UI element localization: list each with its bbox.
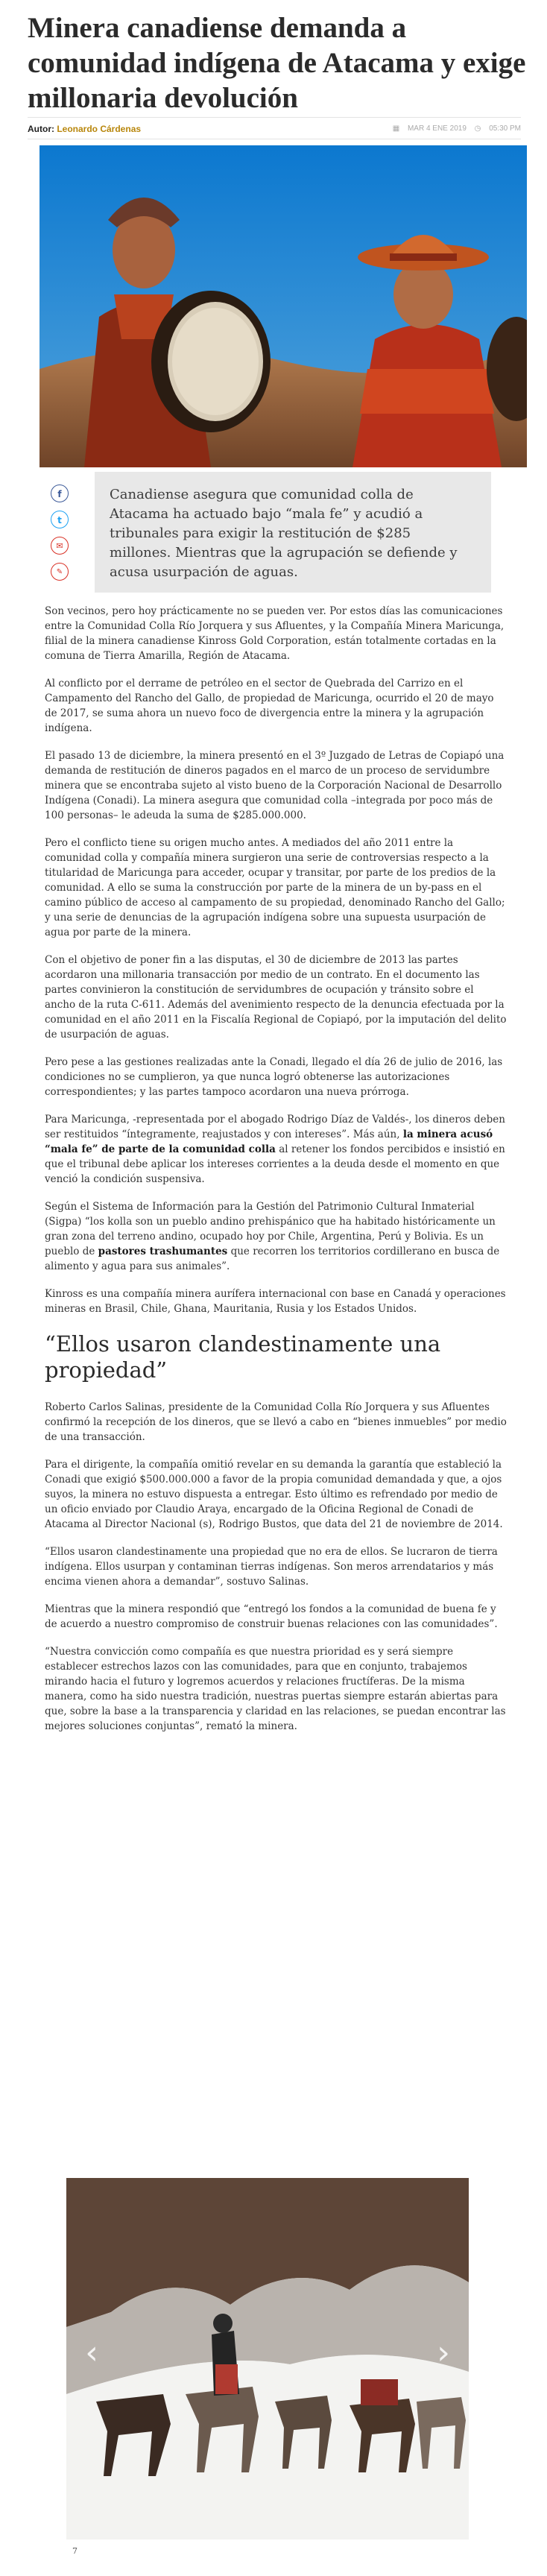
mail-icon[interactable]: ✉: [51, 537, 69, 555]
facebook-icon[interactable]: f: [51, 484, 69, 502]
text-run: que recorren los territorios cordillerano en busca de alimento y agua para sus animales”.: [45, 1246, 500, 1272]
article-title: Minera canadiense demanda a comunidad indígena de Atacama y exige millonaria devolución: [28, 12, 526, 114]
hero-photo-illustration: [39, 145, 527, 467]
publish-time: 05:30 PM: [489, 124, 521, 133]
bold-text: la minera acusó “mala fe” de parte de la comunidad colla: [45, 1128, 493, 1155]
paragraph: El pasado 13 de diciembre, la minera presentó en el 3º Juzgado de Letras de Copiapó una demanda de restitución de dineros pagados en el marco de un proceso de servidumbre minera que se encontraba sujeto al visto bueno de la Corporación Nacional de Desarrollo Indígena (Conadi). La minera asegura que comunidad colla –integrada por poco más de 100 personas– le adeuda la suma de $285.000.000.: [45, 750, 505, 821]
paragraph: [45, 1112, 507, 1187]
gallery-prev-arrow[interactable]: ‹: [85, 2334, 98, 2372]
gallery-caption: 7: [66, 2539, 469, 2562]
text-run: al retener los fondos percibidos e insistió en que el tribunal debe aplicar los intereses corrientes a la deuda desde el momento en que venció la condición suspensiva.: [45, 1143, 505, 1185]
author-link[interactable]: Leonardo Cárdenas: [57, 124, 142, 134]
paragraph: Kinross es una compañía minera aurífera internacional con base en Canadá y operaciones mineras en Brasil, Chile, Ghana, Mauritania, Rusia y los Estados Unidos.: [45, 1288, 506, 1315]
calendar-icon: ▦: [392, 124, 400, 133]
section-heading: “Ellos usaron clandestinamente una propiedad”: [45, 1331, 441, 1383]
clock-icon: ◷: [474, 124, 481, 133]
photo-gallery: [66, 2178, 469, 2562]
byline: [28, 117, 521, 139]
bold-text: pastores trashumantes: [98, 1246, 228, 1257]
paragraph: Roberto Carlos Salinas, presidente de la Comunidad Colla Río Jorquera y sus Afluentes confirmó la recepción de los dineros, que se llevó a cabo en “bienes inmuebles” por medio de una transacción.: [45, 1401, 507, 1443]
share-bar: [51, 484, 73, 589]
paragraph: Mientras que la minera respondió que “entregó los fondos a la comunidad de buena fe y de acuerdo a nuestro compromiso de construir buenas relaciones con las comunidades”.: [45, 1603, 498, 1630]
gallery-photo-illustration: [66, 2178, 469, 2539]
publish-date: MAR 4 ENE 2019: [407, 124, 467, 133]
gallery-next-arrow[interactable]: ›: [437, 2334, 450, 2372]
summary-text: Canadiense asegura que comunidad colla de Atacama ha actuado bajo “mala fe” y acudió a tribunales para exigir la restitución de $285 millones. Mientras que la agrupación se defiende y acusa usurpación de aguas.: [110, 487, 458, 580]
publish-meta: [387, 124, 521, 133]
author-line: [28, 124, 141, 134]
paragraph: “Ellos usaron clandestinamente una propiedad que no era de ellos. Se lucraron de tierra indígena. Ellos usurpan y contaminan tierras indígenas. Son meros arrendatarios y más encima vienen ahora a demandar”, sostuvo Salinas.: [45, 1546, 498, 1588]
paragraph: “Nuestra convicción como compañía es que nuestra prioridad es y será siempre establecer estrechos lazos con las comunidades, para que en conjunto, trabajemos mirando hacia el futuro y logremos acuerdos y relaciones fructíferas. De la misma manera, como ha sido nuestra tradición, nuestras puertas siempre estarán abiertas para que, sobre la base a la transparencia y claridad en las relaciones, se puedan encontrar las mejores soluciones conjuntas”, remató la minera.: [45, 1646, 506, 1732]
paragraph: Pero pese a las gestiones realizadas ante la Conadi, llegado el día 26 de julio de 2016, las condiciones no se cumplieron, ya que nunca logró obtenerse las autorizaciones correspondientes; y las partes tampoco acordaron una nueva prórroga.: [45, 1056, 503, 1098]
text-run: Para Maricunga, -representada por el abogado Rodrigo Díaz de Valdés-, los dineros deben ser restituidos “íntegramente, reajustados y con intereses”. Más aún,: [45, 1114, 505, 1140]
paragraph: Son vecinos, pero hoy prácticamente no se pueden ver. Por estos días las comunicaciones entre la Comunidad Colla Río Jorquera y sus Afluentes, y la Compañía Minera Maricunga, filial de la minera canadiense Kinross Gold Corporation, están totalmente cortadas en la comuna de Tierra Amarilla, Región de Atacama.: [45, 605, 505, 662]
article-summary: [95, 472, 491, 593]
hero-image: [39, 145, 527, 467]
message-icon[interactable]: ✎: [51, 563, 69, 581]
paragraph: Para el dirigente, la compañía omitió revelar en su demanda la garantía que estableció la Conadi que exigió $500.000.000 a favor de la propia comunidad demandada y que, a ojos suyos, la minera no estuvo dispuesta a entregar. Esto último es refrendado por medio de un oficio enviado por Claudio Araya, encargado de la Oficina Regional de Conadi de Atacama al Director Nacional (s), Rodrigo Bustos, que data del 21 de noviembre de 2014.: [45, 1459, 503, 1530]
author-label: Autor:: [28, 124, 54, 134]
article-body: [45, 604, 507, 1746]
paragraph: Al conflicto por el derrame de petróleo en el sector de Quebrada del Carrizo en el Campamento del Rancho del Gallo, de propiedad de Maricunga, ocurrido el 20 de mayo de 2017, se suma ahora un nuevo foco de divergencia entre la minera y la agrupación indígena.: [45, 678, 494, 734]
paragraph: [45, 1199, 507, 1274]
paragraph: Con el objetivo de poner fin a las disputas, el 30 de diciembre de 2013 las partes acordaron una millonaria transacción por medio de un contrato. En el documento las partes convinieron la constitución de servidumbres de ocupación y tránsito sobre el ancho de la ruta C-611. Además del avenimiento respecto de la denuncia efectuada por la comunidad en el año 2011 en la Fiscalía Regional de Copiapó, por la imputación del delito de usurpación de aguas.: [45, 954, 507, 1041]
paragraph: Pero el conflicto tiene su origen mucho antes. A mediados del año 2011 entre la comunidad colla y compañía minera surgieron una serie de controversias respecto a la titularidad de Maricunga para acceder, ocupar y transitar, por parte de los predios de la comunidad. A ello se suma la construcción por parte de la minera de un by-pass en el camino público de acceso al campamento de su propiedad, denominado Rancho del Gallo; y una serie de denuncias de la agrupación indígena sobre una supuesta usurpación de agua por parte de la minera.: [45, 837, 505, 938]
text-run: Según el Sistema de Información para la Gestión del Patrimonio Cultural Inmaterial (Sigpa) “los kolla son un pueblo andino prehispánico que ha habitado históricamente un gran zona del terreno andino, ocupado hoy por Chile, Argentina, Perú y Bolivia. Es un pueblo de: [45, 1201, 496, 1257]
twitter-icon[interactable]: t: [51, 511, 69, 528]
